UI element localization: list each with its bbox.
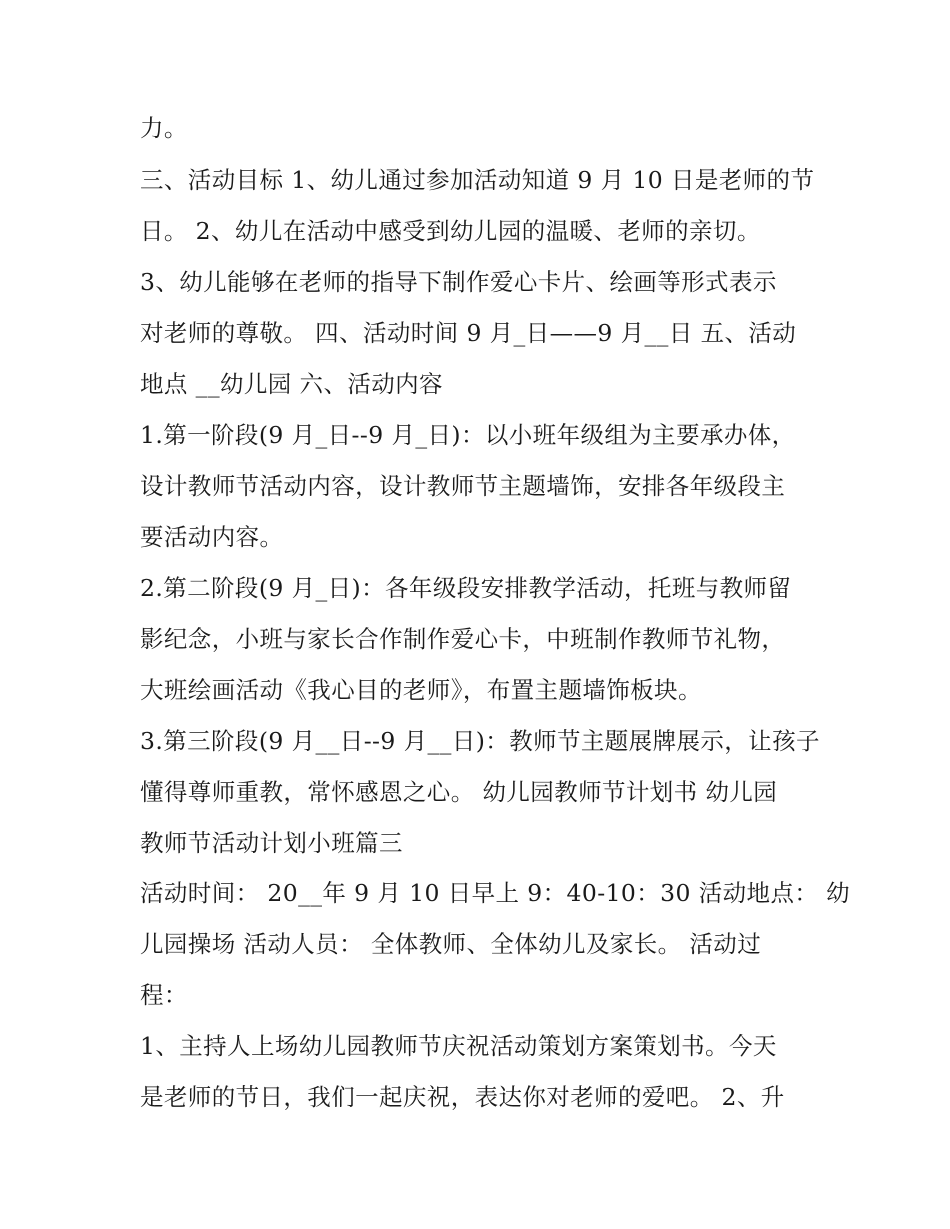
text-line: 影纪念，小班与家长合作制作爱心卡，中班制作教师节礼物， xyxy=(140,625,786,653)
text-line: 是老师的节日，我们一起庆祝，表达你对老师的爱吧。 2、升 xyxy=(140,1083,785,1111)
text-line: 要活动内容。 xyxy=(140,523,284,551)
text-line: 儿园操场 活动人员： 全体教师、全体幼儿及家长。 活动过 xyxy=(140,930,762,958)
text-line: 日。 2、幼儿在活动中感受到幼儿园的温暖、老师的亲切。 xyxy=(140,217,761,245)
text-line: 活动时间： 20__年 9 月 10 日早上 9：40-10：30 活动地点： 幼 xyxy=(140,879,851,907)
text-line: 地点 __幼儿园 六、活动内容 xyxy=(140,370,443,398)
text-line: 力。 xyxy=(140,114,188,142)
text-line: 1.第一阶段(9 月_日--9 月_日)：以小班年级组为主要承办体， xyxy=(140,421,796,449)
text-line: 3.第三阶段(9 月__日--9 月__日)：教师节主题展牌展示，让孩子 xyxy=(140,727,820,755)
text-line: 1、主持人上场幼儿园教师节庆祝活动策划方案策划书。今天 xyxy=(140,1032,777,1060)
text-line: 程： xyxy=(140,981,188,1009)
text-line: 3、幼儿能够在老师的指导下制作爱心卡片、绘画等形式表示 xyxy=(140,268,777,296)
text-line: 大班绘画活动《我心目的老师》，布置主题墙饰板块。 xyxy=(140,676,702,704)
text-line: 对老师的尊敬。 四、活动时间 9 月_日——9 月__日 五、活动 xyxy=(140,319,797,347)
text-line: 三、活动目标 1、幼儿通过参加活动知道 9 月 10 日是老师的节 xyxy=(140,166,815,194)
text-line: 设计教师节活动内容，设计教师节主题墙饰，安排各年级段主 xyxy=(140,472,786,500)
text-line: 2.第二阶段(9 月_日)：各年级段安排教学活动，托班与教师留 xyxy=(140,574,792,602)
text-line: 懂得尊师重教，常怀感恩之心。 幼儿园教师节计划书 幼儿园 xyxy=(140,778,778,806)
text-line: 教师节活动计划小班篇三 xyxy=(140,829,403,857)
